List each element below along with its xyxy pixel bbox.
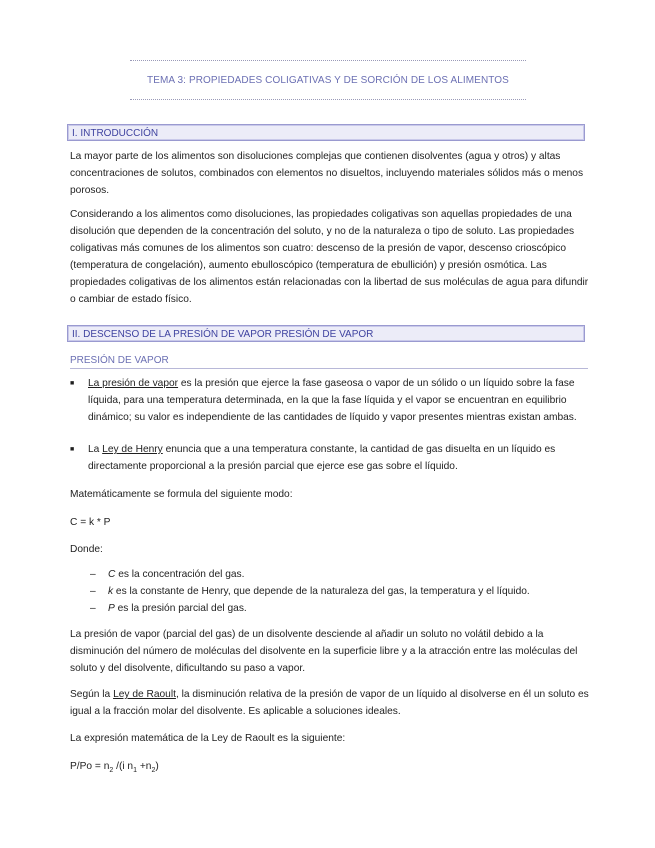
bullet-text: La presión de vapor es la presión que ejerce la fase gaseosa o vapor de un sólido o un líquido sobre la fase líquida, para una temperatura determinada, en la que la fase líquida y el vapor se encuentran en equilibrio dinámico; su valor es independiente de las cantidades de líquido y vapor presentes mientras existan ambas. (88, 378, 577, 423)
title-box (130, 60, 526, 100)
bullet-square-icon: ■ (70, 446, 75, 453)
bullet-presion-vapor (70, 375, 590, 426)
bullet-square-icon: ■ (70, 380, 75, 387)
paragraph-ley-raoult: Según la Ley de Raoult, la disminución relativa de la presión de vapor de un líquido al disolverse en él un soluto es igual a la fracción molar del disolvente. Es aplicable a soluciones ideales. (70, 689, 589, 717)
section-heading-introduccion: I. INTRODUCCIÓN (67, 124, 585, 141)
donde-label: Donde: (70, 544, 103, 555)
formula-raoult: $P/Po = n_2$ /(i $n_1 +n_2$) (70, 761, 159, 775)
term-ley-henry: Ley de Henry (102, 444, 163, 455)
definition-p: – P es la presión parcial del gas. (90, 603, 247, 614)
intro-paragraph-1: La mayor parte de los alimentos son disoluciones complejas que contienen disolventes (agua y otros) y altas concentraciones de solutos, combinados con elementos no disueltos, incluyendo materiales sólidos más o menos porosos. (70, 151, 584, 196)
raoult-expression-intro: La expresión matemática de la Ley de Raoult es la siguiente: (70, 733, 346, 744)
section-heading-descenso-presion: II. DESCENSO DE LA PRESIÓN DE VAPOR PRESIÓN DE VAPOR (67, 325, 585, 342)
math-intro: Matemáticamente se formula del siguiente modo: (70, 489, 293, 500)
definition-k: – k es la constante de Henry, que depende de la naturaleza del gas, la temperatura y el líquido. (90, 586, 530, 597)
paragraph-presion-vapor: La presión de vapor (parcial del gas) de un disolvente desciende al añadir un soluto no volátil debido a la disminución del número de moléculas del disolvente en la superficie libre y a la atracción entre las moléculas del soluto y del disolvente, dificultando su paso a vapor. (70, 629, 578, 674)
bullet-text: La Ley de Henry enuncia que a una temperatura constante, la cantidad de gas disuelta en un líquido es directamente proporcional a la presión parcial que ejerce ese gas sobre el líquido. (88, 444, 556, 472)
formula-henry: C = k * P (70, 517, 111, 528)
intro-paragraph-2: Considerando a los alimentos como disoluciones, las propiedades coligativas son aquellas propiedades de una disolución que dependen de la concentración del soluto, y no de la naturaleza o tipo de soluto. Las propiedades coligativas más comunes de los alimentos son cuatro: descenso de la presión de vapor, descenso crioscópico (temperatura de congelación), aumento ebulloscópico (temperatura de ebullición) y presión osmótica. Las propiedades coligativas de los alimentos están relacionadas con la libertad de sus moléculas de agua para difundir o cambiar de estado físico. (70, 209, 589, 305)
definition-c: – C es la concentración del gas. (90, 569, 245, 580)
term-presion-vapor: La presión de vapor (88, 378, 179, 389)
document-title: TEMA 3: PROPIEDADES COLIGATIVAS Y DE SORCIÓN DE LOS ALIMENTOS (147, 74, 509, 86)
bullet-ley-henry (70, 441, 590, 475)
subheading-presion-vapor: PRESIÓN DE VAPOR (70, 353, 588, 369)
term-ley-raoult: Ley de Raoult (113, 689, 176, 700)
